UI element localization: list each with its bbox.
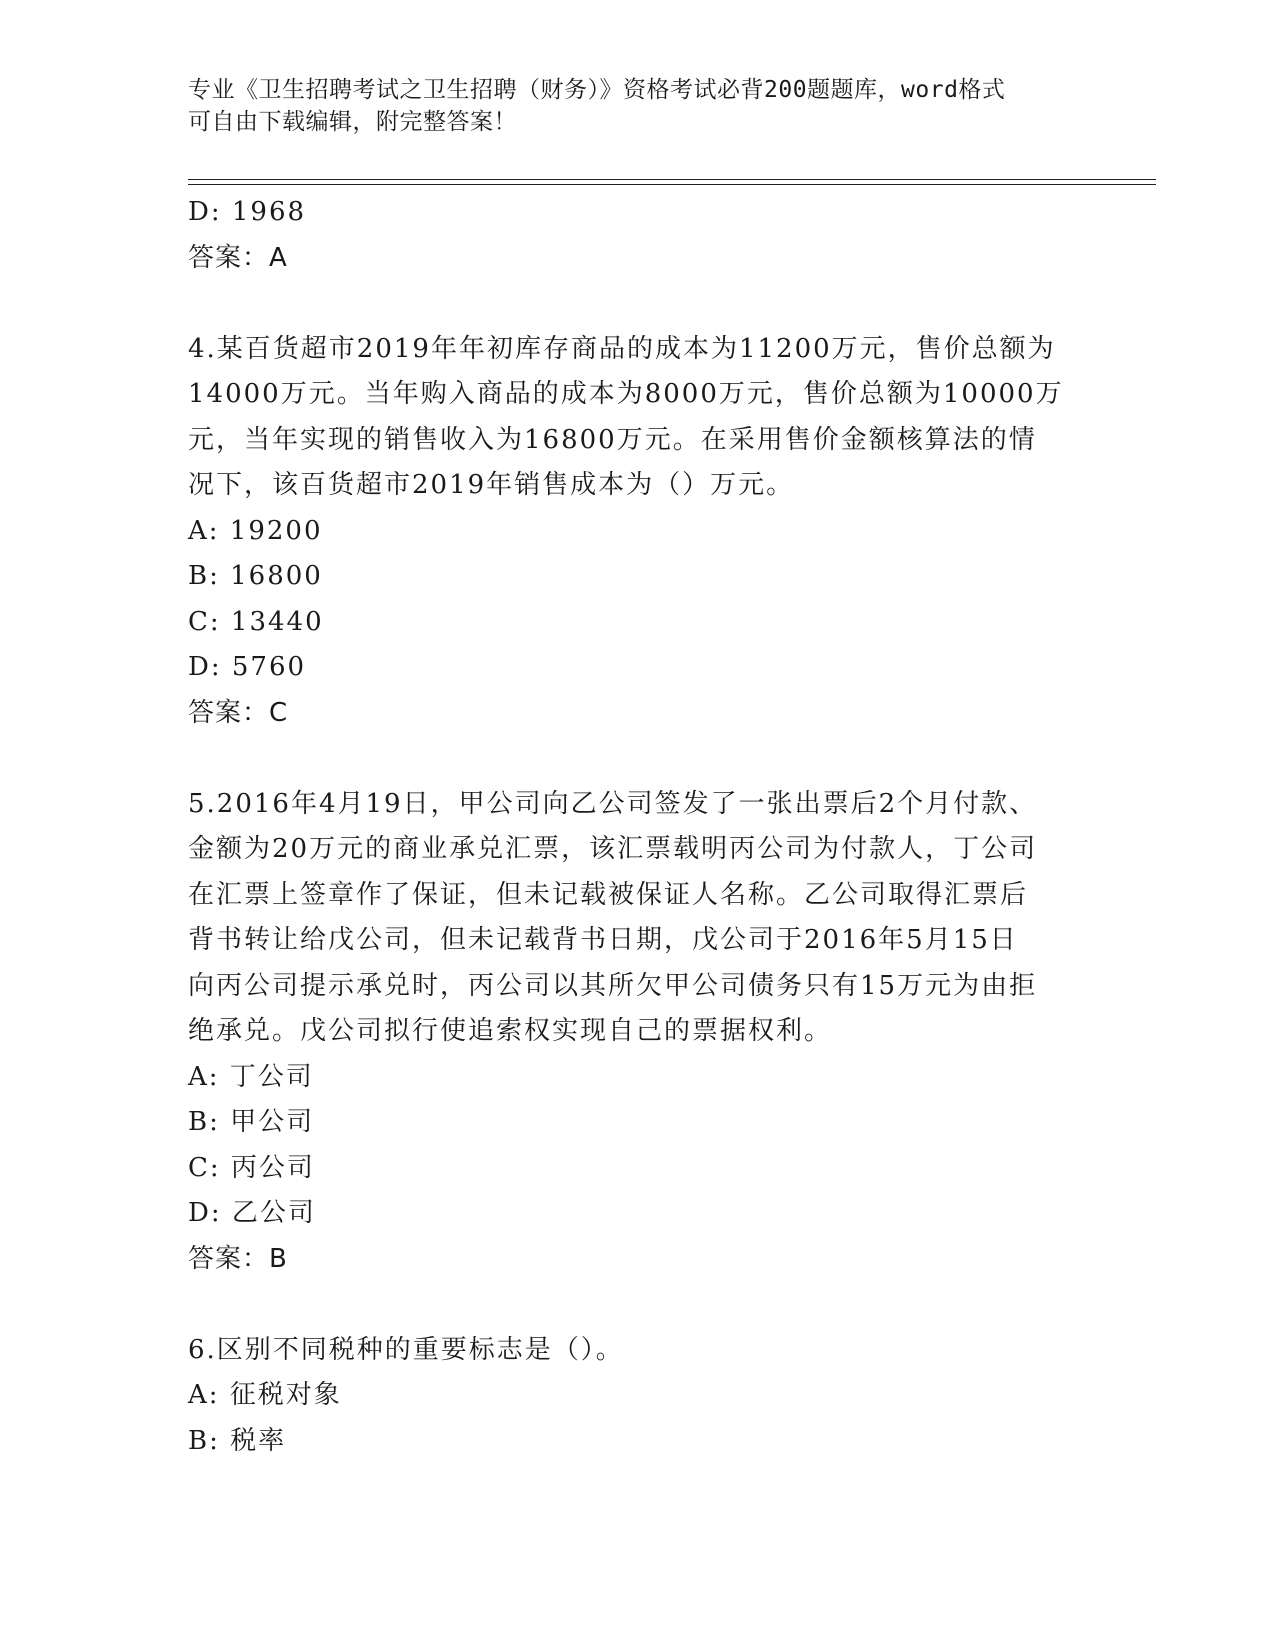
header-line-2: 可自由下载编辑，附完整答案！ <box>188 109 517 135</box>
q4-option-b: B: 16800 <box>188 561 323 591</box>
q4-option-a: A: 19200 <box>188 515 323 546</box>
q6-stem-line: 6.区别不同税种的重要标志是（）。 <box>188 1334 624 1365</box>
q5-stem-line: 在汇票上签章作了保证，但未记载被保证人名称。乙公司取得汇票后 <box>188 879 1029 910</box>
header-rule-bottom <box>188 184 1156 185</box>
prev-option-d: D: 1968 <box>188 197 307 227</box>
q5-answer: 答案：B <box>188 1243 288 1274</box>
prev-answer: 答案：A <box>188 242 288 273</box>
q5-stem-line: 绝承兑。戊公司拟行使追索权实现自己的票据权利。 <box>188 1016 833 1046</box>
q5-stem-line: 5.2016年4月19日，甲公司向乙公司签发了一张出票后2个月付款、 <box>188 788 1038 819</box>
question-content <box>188 190 1088 1464</box>
q4-stem-line: 14000万元。当年购入商品的成本为8000万元，售价总额为10000万 <box>188 379 1064 409</box>
header-rule-top <box>188 179 1156 180</box>
q5-stem-line: 向丙公司提示承兑时，丙公司以其所欠甲公司债务只有15万元为由拒 <box>188 970 1038 1001</box>
header-line-1: 专业《卫生招聘考试之卫生招聘（财务）》资格考试必背200题题库，word格式 <box>188 77 1006 103</box>
q5-stem-line: 金额为20万元的商业承兑汇票，该汇票载明丙公司为付款人，丁公司 <box>188 834 1038 864</box>
document-header <box>188 74 1068 138</box>
q4-stem-line: 元，当年实现的销售收入为16800万元。在采用售价金额核算法的情 <box>188 424 1037 455</box>
q5-option-c: C: 丙公司 <box>188 1152 315 1183</box>
spacer <box>188 1282 1088 1328</box>
q5-stem-line: 背书转让给戊公司，但未记载背书日期，戊公司于2016年5月15日 <box>188 925 1018 955</box>
question-6 <box>188 1328 1088 1465</box>
q5-option-b: B: 甲公司 <box>188 1107 315 1137</box>
question-4 <box>188 327 1088 737</box>
q5-option-d: D: 乙公司 <box>188 1198 316 1228</box>
q4-answer: 答案：C <box>188 697 289 728</box>
spacer <box>188 281 1088 327</box>
question-5 <box>188 782 1088 1283</box>
q6-option-a: A: 征税对象 <box>188 1380 342 1410</box>
q4-option-d: D: 5760 <box>188 652 307 682</box>
q4-option-c: C: 13440 <box>188 606 324 637</box>
spacer <box>188 736 1088 782</box>
q4-stem-line: 况下，该百货超市2019年销售成本为（）万元。 <box>188 470 795 500</box>
q4-stem-line: 4.某百货超市2019年年初库存商品的成本为11200万元，售价总额为 <box>188 333 1056 364</box>
q6-option-b: B: 税率 <box>188 1425 287 1456</box>
q5-option-a: A: 丁公司 <box>188 1061 314 1092</box>
